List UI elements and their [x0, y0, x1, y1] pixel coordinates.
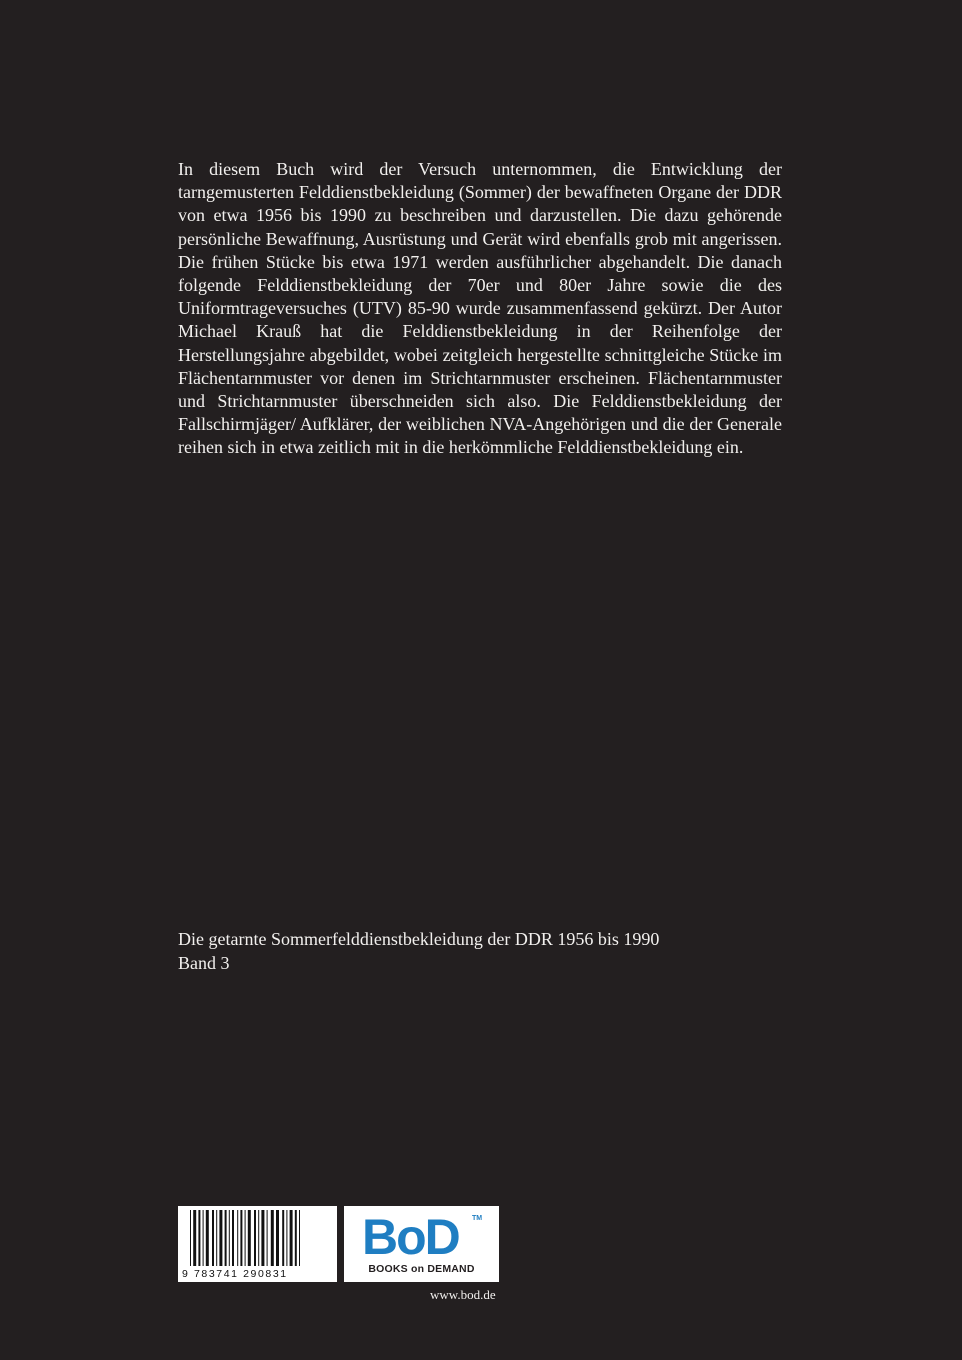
- book-volume: Band 3: [178, 953, 230, 973]
- barcode-bar: [271, 1210, 274, 1266]
- barcode-bar: [261, 1210, 264, 1266]
- bod-logo-text: BoD: [362, 1209, 459, 1265]
- barcode-bar: [295, 1210, 297, 1266]
- publisher-tagline: BOOKS on DEMAND: [368, 1263, 475, 1275]
- barcode-bar: [198, 1210, 200, 1266]
- barcode-bar: [245, 1210, 246, 1266]
- barcode-bar: [219, 1210, 222, 1266]
- publisher-logo: [344, 1206, 499, 1282]
- isbn-barcode: [178, 1206, 337, 1282]
- barcode-bar: [212, 1210, 214, 1266]
- barcode-bars: [178, 1206, 337, 1268]
- barcode-bar: [232, 1210, 234, 1266]
- barcode-bar: [190, 1210, 191, 1266]
- barcode-bar: [216, 1210, 217, 1266]
- back-cover-blurb: In diesem Buch wird der Versuch unternommen, die Entwicklung der tarngemusterten Felddienstbekleidung (Sommer) der bewaffneten Organe der DDR von etwa 1956 bis 1990 zu beschreiben und darzustellen. Die dazu gehörende persönliche Bewaffnung, Ausrüstung und Gerät wird ebenfalls grob mit angerissen. Die frühen Stücke bis etwa 1971 werden ausführlicher abgehandelt. Die danach folgende Felddienstbekleidung der 70er und 80er Jahre sowie die des Uniformtrageversuches (UTV) 85-90 wurde zusammenfassend gekürzt. Der Autor Michael Krauß hat die Felddienstbekleidung in der Reihenfolge der Herstellungsjahre abgebildet, wobei zeitgleich hergestellte schnittgleiche Stücke im Flächentarnmuster vor denen im Strichtarnmuster erscheinen. Flächentarnmuster und Strichtarnmuster überschneiden sich also. Die Felddienstbekleidung der Fallschirmjäger/ Aufklärer, der weiblichen NVA-Angehörigen und die der Generale reihen sich in etwa zeitlich mit in die herkömmliche Felddienstbekleidung ein.: [178, 159, 782, 458]
- barcode-bar: [237, 1210, 238, 1266]
- barcode-bar: [240, 1210, 242, 1266]
- barcode-bar: [258, 1210, 259, 1266]
- barcode-bar: [203, 1210, 204, 1266]
- barcode-bar: [290, 1210, 293, 1266]
- barcode-bar: [276, 1210, 279, 1266]
- book-title: Die getarnte Sommerfelddienstbekleidung der DDR 1956 bis 1990: [178, 929, 660, 949]
- trademark-mark: TM: [472, 1215, 483, 1222]
- publisher-url: www.bod.de: [430, 1287, 496, 1302]
- barcode-bar: [229, 1210, 230, 1266]
- barcode-bar: [206, 1210, 209, 1266]
- barcode-bar: [282, 1210, 284, 1266]
- barcode-bar: [254, 1210, 256, 1266]
- isbn-digits: 9 783741 290831: [182, 1268, 288, 1280]
- barcode-bar: [299, 1210, 300, 1266]
- barcode-bar: [193, 1210, 196, 1266]
- barcode-bar: [286, 1210, 287, 1266]
- book-title-block: [178, 927, 818, 975]
- barcode-bar: [267, 1210, 268, 1266]
- barcode-bar: [248, 1210, 251, 1266]
- barcode-bar: [225, 1210, 227, 1266]
